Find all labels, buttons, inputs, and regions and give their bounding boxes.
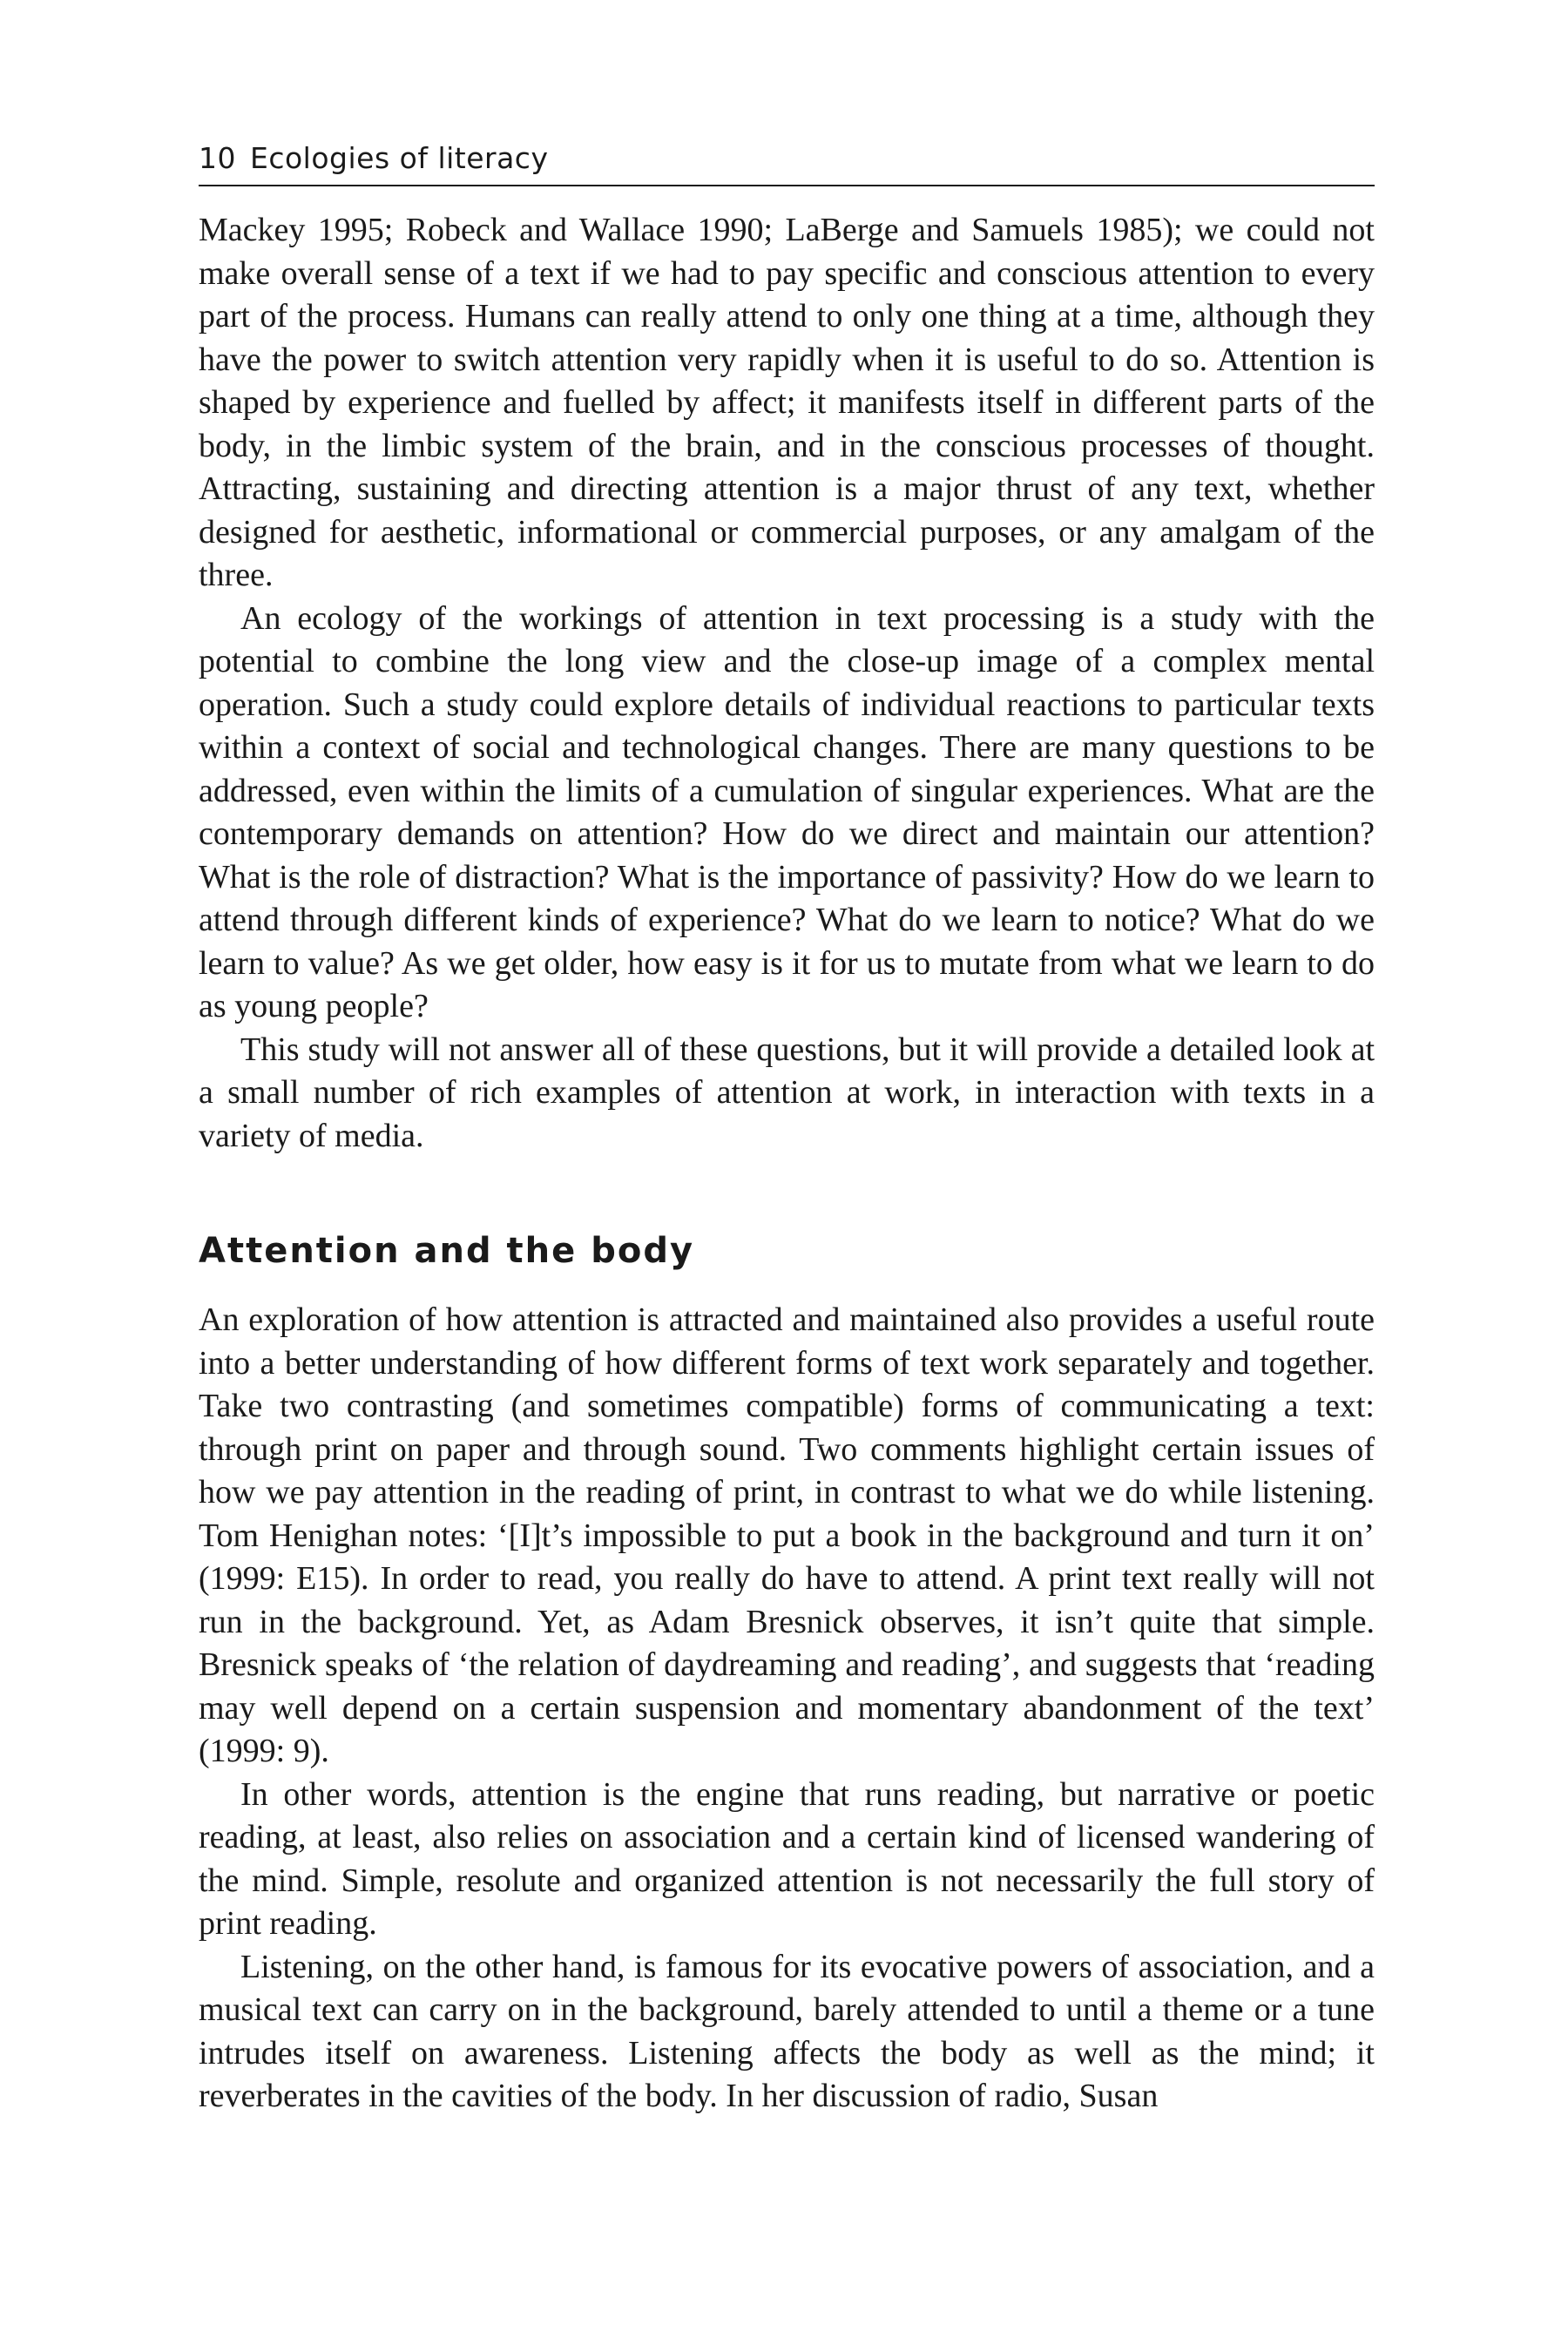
paragraph-exploration: An exploration of how attention is attracted and maintained also provides a useful route into a better understanding of how different forms of text work separately and together. Take two contrasting (and sometimes compatible) forms of communicating a text: through print on paper and through sound. Two comments highlight certain issues of how we pay attention in the reading of print, in contrast to what we do while listening. Tom Henighan notes: ‘[I]t’s impossible to put a book in the background and turn it on’ (1999: E15). In order to read, you really do have to attend. A print text really will not run in the background. Yet, as Adam Bresnick observes, it isn’t quite that simple. Bresnick speaks of ‘the relation of daydreaming and reading’, and suggests that ‘reading may well depend on a certain suspension and momentary abandonment of the text’ (1999: 9). — [199, 1301, 1375, 1769]
paragraph-study-scope: This study will not answer all of these questions, but it will provide a detailed look at a small number of rich examples of attention at work, in interaction with texts in a variety of media. — [199, 1031, 1375, 1154]
running-head — [199, 139, 1375, 186]
section-heading: Attention and the body — [199, 1231, 695, 1271]
paragraph-other-words: In other words, attention is the engine that runs reading, but narrative or poetic reading, at least, also relies on association and a certain kind of licensed wandering of the mind. Simple, resolute and organized attention is not necessarily the full story of print reading. — [199, 1775, 1375, 1942]
book-page — [199, 139, 1375, 2119]
paragraph-continued: Mackey 1995; Robeck and Wallace 1990; LaBerge and Samuels 1985); we could not make overall sense of a text if we had to pay specific and conscious attention to every part of the process. Humans can really attend to only one thing at a time, although they have the power to switch attention very rapidly when it is useful to do so. Attention is shaped by experience and fuelled by affect; it manifests itself in different parts of the body, in the limbic system of the brain, and in the conscious processes of thought. Attracting, sustaining and directing attention is a major thrust of any text, whether designed for aesthetic, informational or commercial purposes, or any amalgam of the three. — [199, 212, 1375, 593]
paragraph-listening: Listening, on the other hand, is famous for its evocative powers of association, and a musical text can carry on in the background, barely attended to until a theme or a tune intrudes itself on awareness. Listening affects the body as well as the mind; it reverberates in the cavities of the body. In her discussion of radio, Susan — [199, 1948, 1375, 2114]
running-head-title: Ecologies of literacy — [250, 141, 549, 175]
page-number: 10 — [199, 141, 236, 175]
body-text — [199, 209, 1375, 2119]
paragraph-ecology-of-attention: An ecology of the workings of attention in text processing is a study with the potential to combine the long view and the close-up image of a complex mental operation. Such a study could explore details of individual reactions to particular texts within a context of social and technological changes. There are many questions to be addressed, even within the limits of a cumulation of singular experiences. What are the contemporary demands on attention? How do we direct and maintain our attention? What is the role of distraction? What is the importance of passivity? How do we learn to attend through different kinds of experience? What do we learn to notice? What do we learn to value? As we get older, how easy is it for us to mutate from what we learn to do as young people? — [199, 599, 1375, 1024]
